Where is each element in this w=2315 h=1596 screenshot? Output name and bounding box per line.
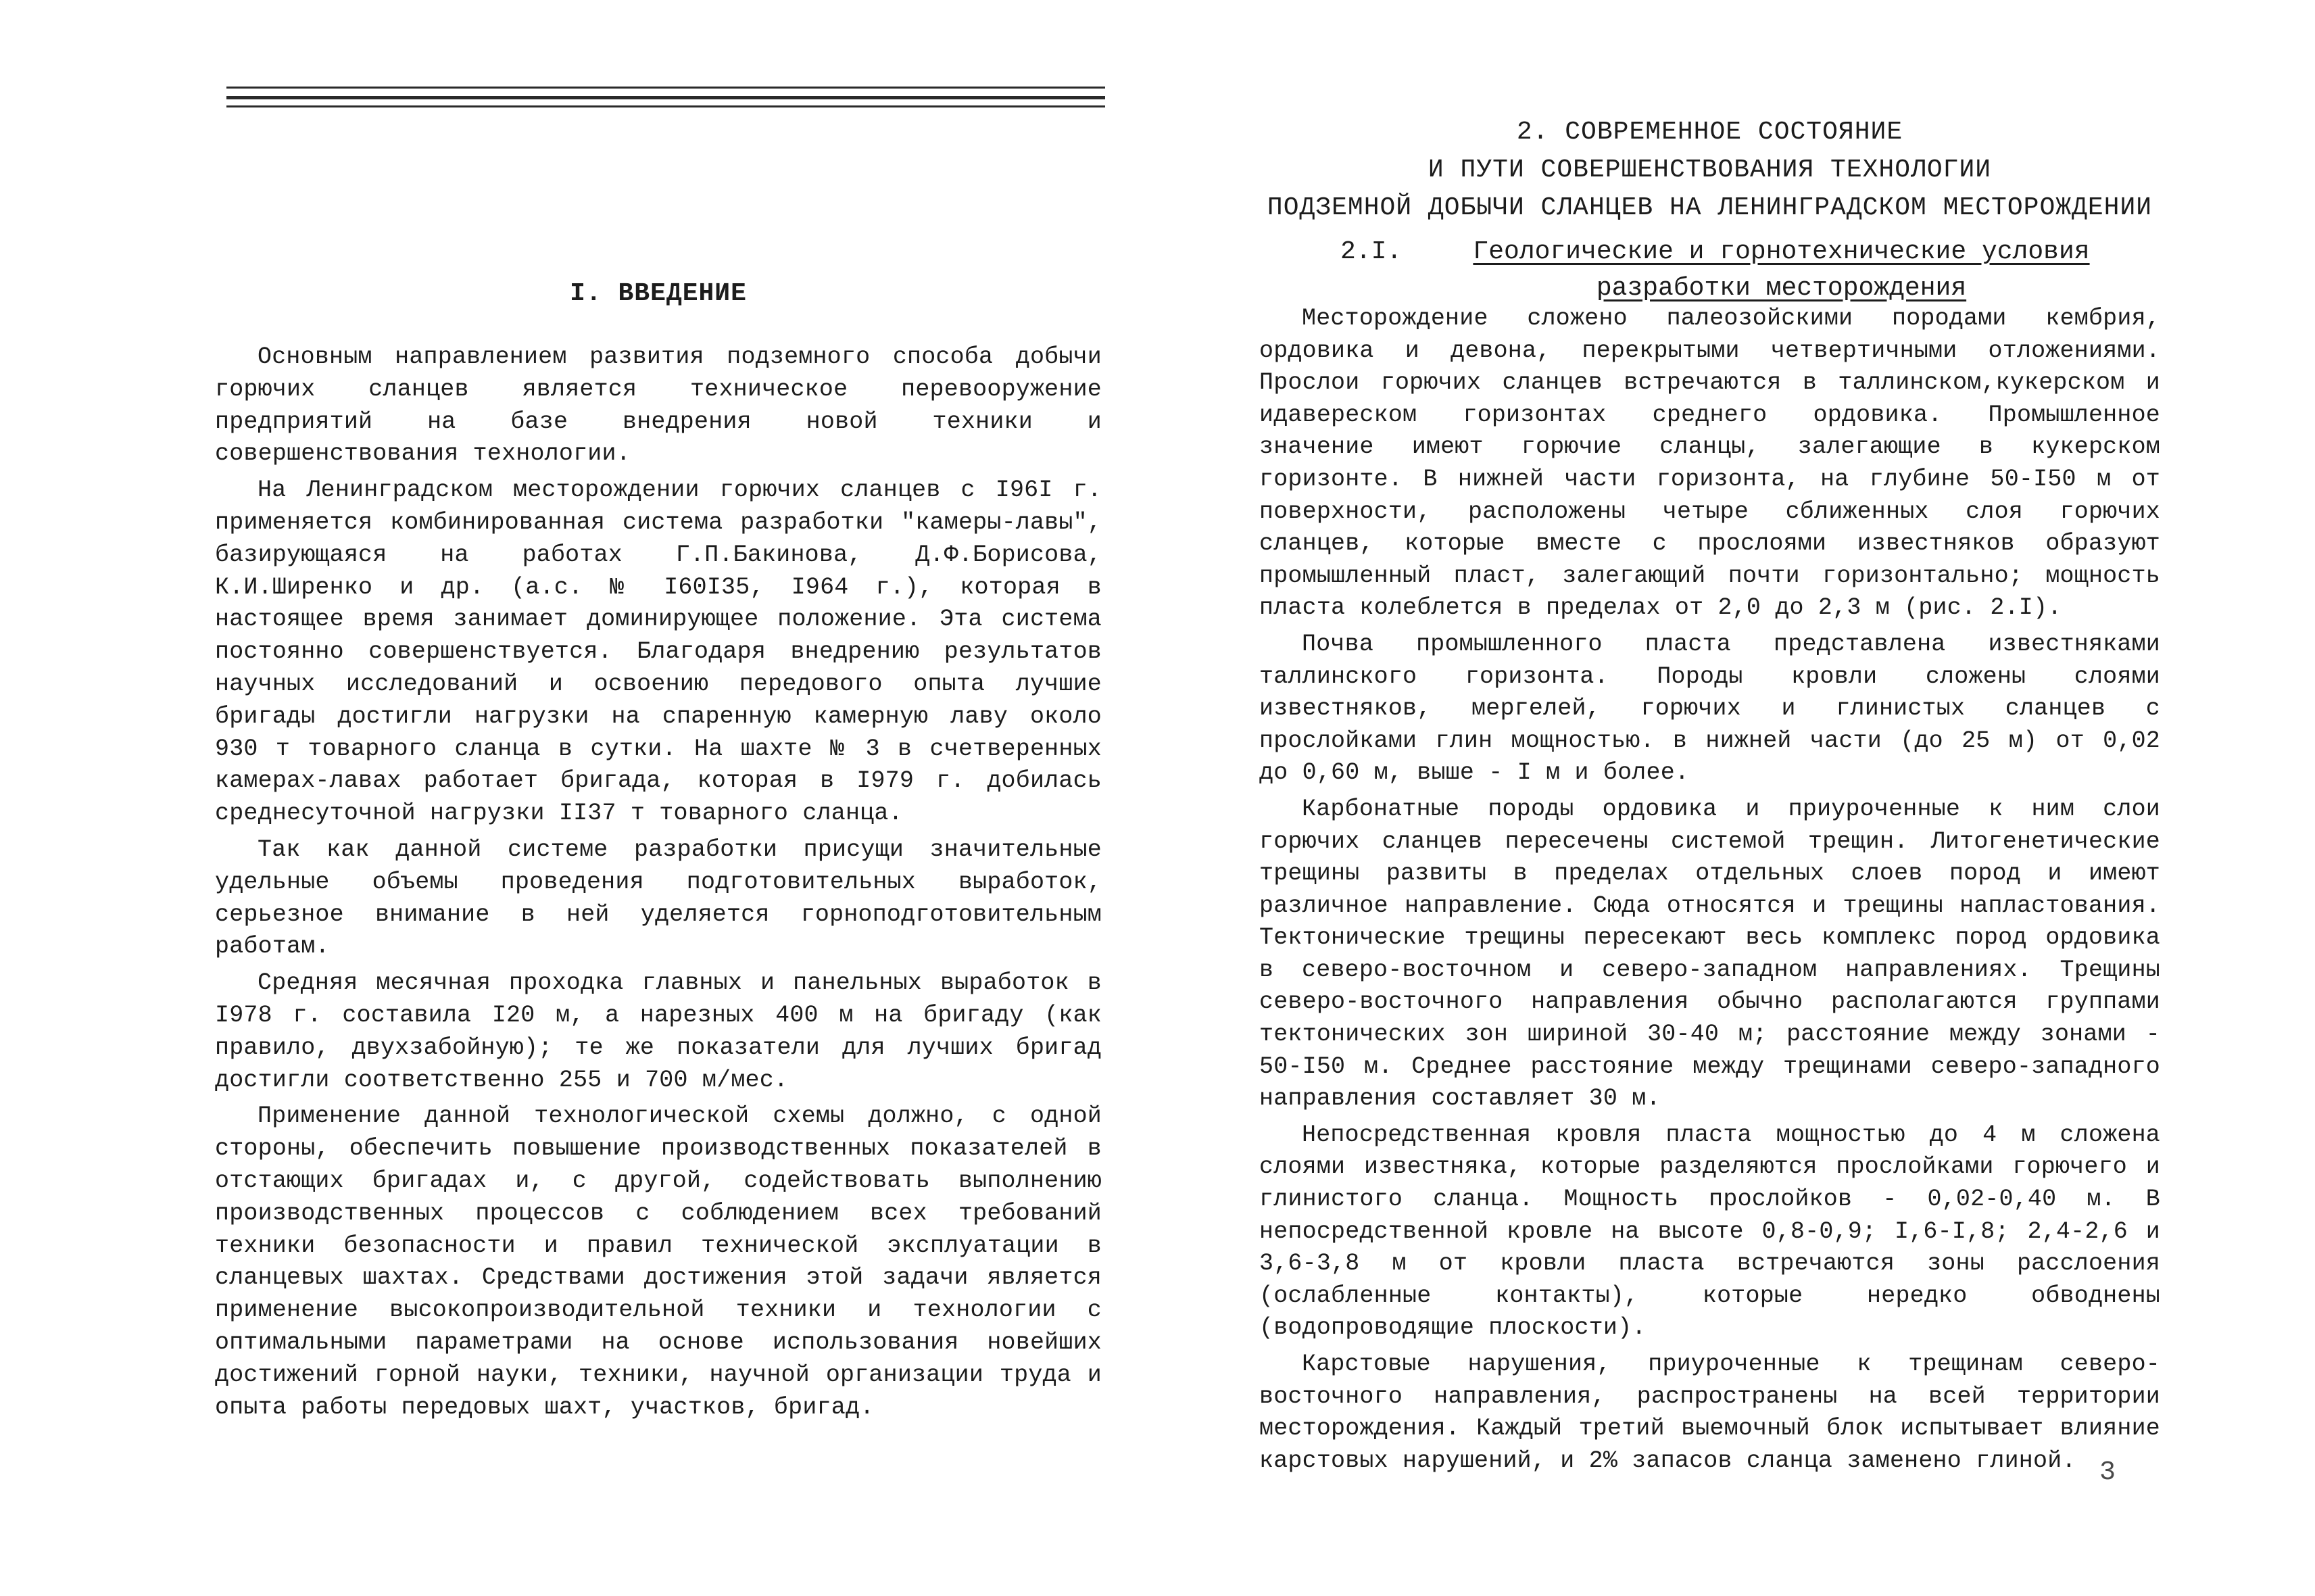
header-rule	[226, 81, 1105, 115]
paragraph: Почва промышленного пласта представлена известняками таллинского горизонта. Породы кровли сложены слоями известняков, мергелей, горючих и глинистых сланцев с прослойками глин мощностью. в нижней части (до 25 м) от 0,02 до 0,60 м, выше - I м и более.	[1259, 630, 2160, 787]
page-number: 3	[2099, 1457, 2116, 1488]
subsection-number: 2.I.	[1340, 237, 1403, 266]
paragraph: Применение данной технологической схемы должно, с одной стороны, обеспечить повышение производственных показателей в отстающих бригадах и, с другой, содействовать выполнению производственных процессов с соблюдением всех требований техники безопасности и правил технической эксплуатации в сланцевых шахтах. Средствами достижения этой задачи является применение высокопроизводительной техники и технологии с оптимальными параметрами на основе использования новейших достижений горной науки, техники, научной организации труда и опыта работы передовых шахт, участков, бригад.	[215, 1103, 1102, 1421]
paragraph: Основным направлением развития подземного способа добычи горючих сланцев является техническое перевооружение предприятий на базе внедрения новой техники и совершенствования технологии.	[215, 343, 1102, 468]
left-body-text	[215, 341, 1102, 1428]
chapter-heading-line: ПОДЗЕМНОЙ ДОБЫЧИ СЛАНЦЕВ НА ЛЕНИНГРАДСКОМ МЕСТОРОЖДЕНИИ	[1267, 193, 2153, 222]
rule-line	[226, 96, 1105, 99]
paragraph: На Ленинградском месторождении горючих сланцев с I96I г. применяется комбинированная система разработки "камеры-лавы", базирующаяся на работах Г.П.Бакинова, Д.Ф.Борисова, К.И.Ширенко и др. (а.с. № I60I35, I964 г.), которая в настоящее время занимает доминирующее положение. Эта система постоянно совершенствуется. Благодаря внедрению результатов научных исследований и освоению передового опыта лучшие бригады достигли нагрузки на спаренную камерную лаву около 930 т товарного сланца в сутки. На шахте № 3 в счетверенных камерах-лавах работает бригада, которая в I979 г. добилась среднесуточной нагрузки II37 т товарного сланца.	[215, 477, 1102, 827]
paragraph: Карбонатные породы ордовика и приуроченные к ним слои горючих сланцев пересечены системой трещин. Литогенетические трещины развиты в пределах отдельных слоев пород и имеют различное направление. Сюда относятся и трещины напластования. Тектонические трещины пересекают весь комплекс пород ордовика в северо-восточном и северо-западном направлениях. Трещины северо-восточного направления обычно располагаются группами тектонических зон шириной 30-40 м; расстояние между зонами - 50-I50 м. Среднее расстояние между трещинами северо-западного направления составляет 30 м.	[1259, 795, 2160, 1113]
rule-line	[226, 105, 1105, 107]
subsection-title: Геологические и горнотехнические условия разработки месторождения	[1473, 237, 2090, 303]
paragraph: Непосредственная кровля пласта мощностью до 4 м сложена слоями известняка, которые разделяются прослойками горючего и глинистого сланца. Мощность прослойков - 0,02-0,40 м. В непосредственной кровле на высоте 0,8-0,9; I,6-I,8; 2,4-2,6 и 3,6-3,8 м от кровли пласта встречаются зоны расслоения (ослабленные контакты), которые нередко обводнены (водопроводящие плоскости).	[1259, 1121, 2160, 1342]
paragraph: Средняя месячная проходка главных и панельных выработок в I978 г. составила I20 м, а нарезных 400 м на бригаду (как правило, двухзабойную); те же показатели для лучших бригад достигли соответственно 255 и 700 м/мес.	[215, 969, 1102, 1094]
subsection-heading	[1259, 234, 2160, 307]
chapter-heading-line: 2. СОВРЕМЕННОЕ СОСТОЯНИЕ	[1516, 118, 1903, 147]
right-body-text	[1259, 303, 2160, 1481]
paragraph: Месторождение сложено палеозойскими породами кембрия, ордовика и девона, перекрытыми четвертичными отложениями. Прослои горючих сланцев встречаются в таллинском,кукерском и идавереском горизонтах среднего ордовика. Промышленное значение имеют горючие сланцы, залегающие в кукерском горизонте. В нижней части горизонта, на глубине 50-I50 м от поверхности, расположены четыре сближенных слоя горючих сланцев, которые вместе с прослоями известняков образуют промышленный пласт, залегающий почти горизонтально; мощность пласта колеблется в пределах от 2,0 до 2,3 м (рис. 2.I).	[1259, 305, 2160, 622]
paragraph: Так как данной системе разработки присущи значительные удельные объемы проведения подготовительных выработок, серьезное внимание в ней уделяется горноподготовительным работам.	[215, 836, 1102, 961]
rule-line	[226, 87, 1105, 89]
section-heading: I. ВВЕДЕНИЕ	[570, 279, 747, 308]
chapter-heading-line: И ПУТИ СОВЕРШЕНСТВОВАНИЯ ТЕХНОЛОГИИ	[1428, 155, 1992, 185]
chapter-heading	[1259, 114, 2160, 227]
paragraph: Карстовые нарушения, приуроченные к трещинам северо-восточного направления, распространены на всей территории месторождения. Каждый третий выемочный блок испытывает влияние карстовых нарушений, и 2% запасов сланца заменено глиной.	[1259, 1351, 2160, 1474]
